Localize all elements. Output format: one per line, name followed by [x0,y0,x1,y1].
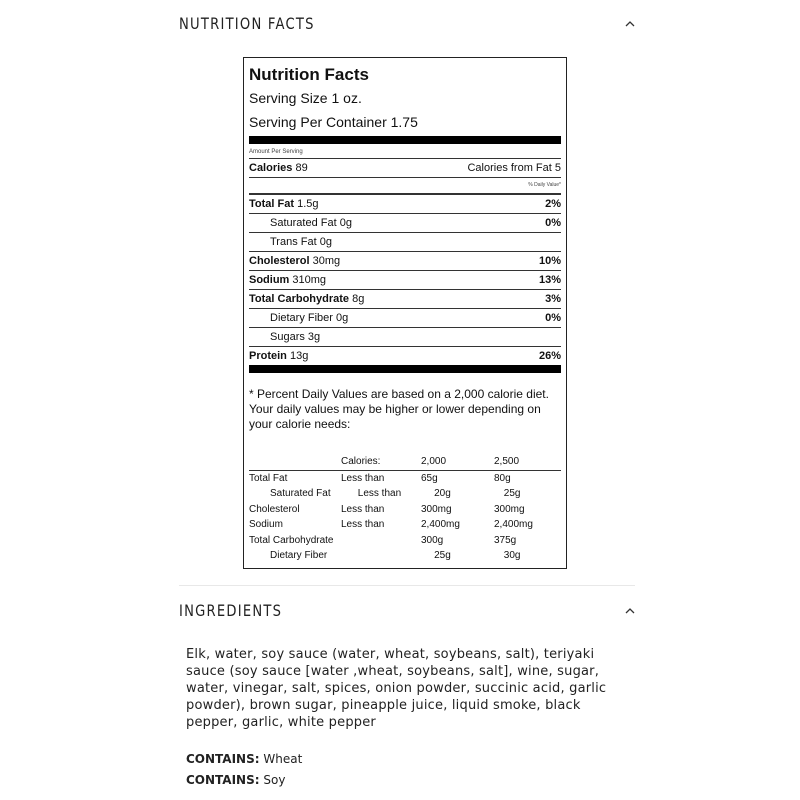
dv-table-cell: Total Carbohydrate [249,534,334,546]
thick-divider [249,365,561,373]
dv-table-cell: Sodium [249,519,283,530]
nutrient-name [249,214,352,232]
dv-table-row [249,517,561,533]
nutrient-label: Total Fat [249,198,295,210]
chevron-up-icon[interactable] [625,19,635,29]
nutrient-label: Sugars [270,331,305,343]
dv-table-header [249,454,561,471]
dv-table-cell: 25g [434,550,451,561]
contains-soy [186,773,285,787]
contains-label: CONTAINS: [186,773,260,787]
dv-table-cell: 375g [494,534,517,546]
dv-table-cell: 300mg [421,503,452,515]
nutrient-row [249,214,561,233]
nutrition-facts-header[interactable] [179,14,635,33]
dv-table-cell: 300mg [494,503,525,515]
nutrient-row [249,347,561,365]
nutrient-name [249,328,320,346]
dv-table-cell: Less than [341,472,385,484]
dv-table-cell: Dietary Fiber [270,550,328,561]
nutrient-label: Total Carbohydrate [249,293,350,305]
nutrient-name [249,347,308,365]
dv-table-cell: 2,400mg [421,519,460,530]
dv-table-cell: Less than [341,519,385,530]
chevron-up-icon[interactable] [625,606,635,616]
nutrient-daily-value: 2% [545,198,561,210]
nutrient-amount: 1.5g [297,198,319,210]
dv-table-cell: Less than [341,503,385,515]
nutrient-daily-value: 0% [545,312,561,324]
dv-table-body [249,471,561,564]
contains-label: CONTAINS: [186,752,260,766]
contains-value: Soy [263,773,286,787]
dv-header-cell [249,454,341,470]
nutrient-name [249,290,364,308]
contains-wheat [186,752,302,766]
nutrient-amount: 0g [336,312,349,324]
label-title: Nutrition Facts [249,65,369,84]
ingredients-text: Elk, water, soy sauce (water, wheat, soybeans, salt), teriyaki sauce (soy sauce [water ,wheat, soybeans, salt], wine, sugar, water, vinegar, salt, spices, onion powder, succinic acid, garlic powder), brown sugar, pineapple juice, liquid smoke, black pepper, garlic, white pepper [186,647,607,730]
dv-table-row [249,533,561,549]
nutrition-label [243,57,567,569]
nutrient-row [249,271,561,290]
dv-table-cell: Total Fat [249,472,288,484]
nutrient-daily-value: 0% [545,217,561,229]
dv-table-row [249,471,561,487]
nutrient-amount: 30mg [312,255,341,267]
contains-value: Wheat [263,752,303,766]
dv-header-cell: Calories: [341,456,381,467]
dv-table-cell: 25g [503,488,521,499]
nutrient-row [249,195,561,214]
nutrient-row [249,290,561,309]
dv-table-row [249,502,561,518]
nutrient-row [249,233,561,252]
dv-table-cell: Cholesterol [249,503,300,515]
dv-table-cell: Saturated Fat [270,488,331,499]
dv-table-row [249,486,561,502]
dv-table-cell: 2,400mg [494,519,533,530]
nutrient-name [249,233,332,251]
dv-table-cell: 30g [503,550,521,561]
nutrient-name [249,195,319,213]
footnote: * Percent Daily Values are based on a 2,000 calorie diet. Your daily values may be higher or lower depending on your calorie needs: [249,387,549,431]
nutrient-daily-value: 10% [538,255,561,267]
nutrient-label: Trans Fat [270,236,317,248]
nutrient-daily-value: 13% [538,274,561,286]
ingredients-header[interactable] [179,601,635,620]
nutrient-row [249,252,561,271]
dv-table-cell: 80g [494,472,511,484]
nutrient-amount: 0g [319,236,332,248]
calories-label: Calories [249,162,293,174]
nutrient-label: Protein [249,350,287,362]
dv-table-row [249,548,561,564]
nutrient-name [249,271,326,289]
nutrient-amount: 310mg [292,274,327,286]
dv-header-cell: 2,500 [494,456,520,467]
nutrient-amount: 8g [352,293,365,305]
daily-value-label: % Daily Value* [249,178,561,195]
dv-header-cell: 2,000 [421,456,447,467]
nutrient-list [249,195,561,365]
dv-table-cell: 65g [421,472,438,484]
ingredients-title: INGREDIENTS [179,601,283,620]
nutrient-amount: 0g [339,217,352,229]
calories-from-fat: Calories from Fat 5 [467,162,561,174]
dv-table-cell: 300g [421,534,444,546]
nutrient-label: Sodium [249,274,290,286]
serving-size: Serving Size 1 oz. [249,90,362,106]
nutrient-daily-value: 26% [538,350,561,362]
nutrient-name [249,252,340,270]
amount-per-serving: Amount Per Serving [249,149,303,155]
thick-divider [249,136,561,144]
servings-per-container: Serving Per Container 1.75 [249,114,418,130]
nutrition-facts-title: NUTRITION FACTS [179,14,315,33]
nutrient-name [249,309,348,327]
dv-table-cell [341,533,421,549]
section-divider [179,585,635,586]
dv-table-cell: 20g [434,488,451,499]
calories-row [249,158,561,178]
dv-table-cell [358,548,434,564]
nutrient-amount: 13g [289,350,309,362]
nutrient-label: Dietary Fiber [270,312,333,324]
nutrient-amount: 3g [307,331,321,343]
nutrient-row [249,328,561,347]
nutrient-row [249,309,561,328]
nutrient-label: Saturated Fat [270,217,337,229]
dv-table-cell: Less than [357,488,402,499]
calories-value: 89 [295,162,308,174]
nutrient-label: Cholesterol [249,255,310,267]
nutrient-daily-value: 3% [545,293,561,305]
